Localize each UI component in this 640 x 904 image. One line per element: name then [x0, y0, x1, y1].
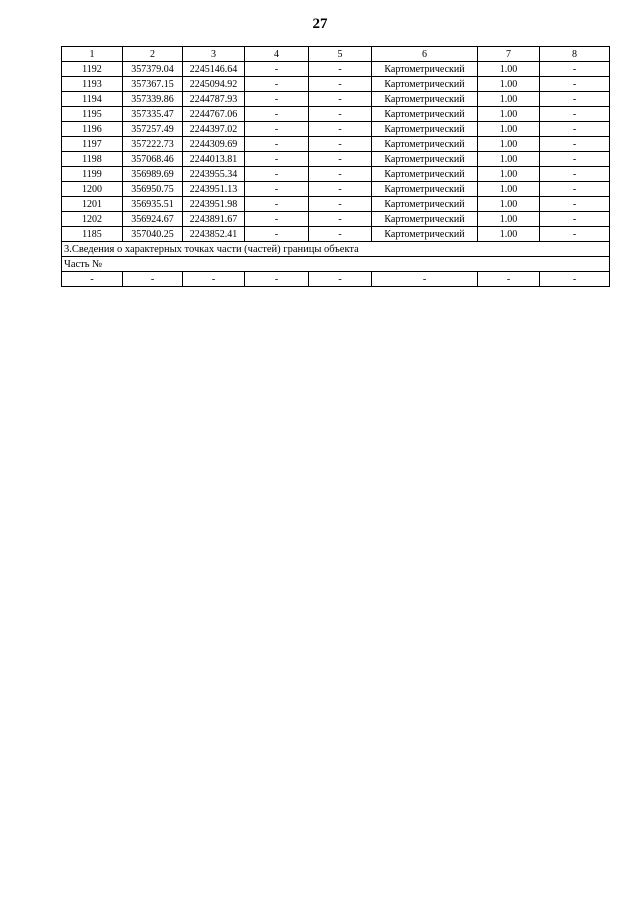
table-row — [62, 152, 610, 167]
x-coordinate-cell: 357335.47 — [123, 107, 183, 122]
point-number-cell: 1202 — [62, 212, 123, 227]
col8-cell: - — [540, 167, 610, 182]
x-coordinate-cell: 357257.49 — [123, 122, 183, 137]
col5-cell: - — [309, 77, 372, 92]
y-coordinate-cell: 2244309.69 — [183, 137, 245, 152]
col4-cell: - — [245, 92, 309, 107]
method-cell: Картометрический — [372, 227, 478, 242]
table-row — [62, 197, 610, 212]
part-label: Часть № — [62, 257, 610, 272]
y-coordinate-cell: 2245094.92 — [183, 77, 245, 92]
header-cell: 8 — [540, 47, 610, 62]
table-row — [62, 62, 610, 77]
col8-cell: - — [540, 212, 610, 227]
section-title-row — [62, 242, 610, 257]
accuracy-cell: 1.00 — [478, 167, 540, 182]
empty-cell: - — [540, 272, 610, 287]
header-cell: 6 — [372, 47, 478, 62]
y-coordinate-cell: 2243955.34 — [183, 167, 245, 182]
point-number-cell: 1200 — [62, 182, 123, 197]
accuracy-cell: 1.00 — [478, 107, 540, 122]
point-number-cell: 1195 — [62, 107, 123, 122]
header-cell: 5 — [309, 47, 372, 62]
y-coordinate-cell: 2243852.41 — [183, 227, 245, 242]
point-number-cell: 1196 — [62, 122, 123, 137]
table-row — [62, 92, 610, 107]
col4-cell: - — [245, 122, 309, 137]
col5-cell: - — [309, 137, 372, 152]
x-coordinate-cell: 357339.86 — [123, 92, 183, 107]
method-cell: Картометрический — [372, 107, 478, 122]
accuracy-cell: 1.00 — [478, 212, 540, 227]
y-coordinate-cell: 2244397.02 — [183, 122, 245, 137]
table-header-row — [62, 47, 610, 62]
accuracy-cell: 1.00 — [478, 122, 540, 137]
table-row — [62, 167, 610, 182]
col8-cell: - — [540, 107, 610, 122]
x-coordinate-cell: 357367.15 — [123, 77, 183, 92]
col4-cell: - — [245, 77, 309, 92]
method-cell: Картометрический — [372, 197, 478, 212]
x-coordinate-cell: 356950.75 — [123, 182, 183, 197]
col5-cell: - — [309, 182, 372, 197]
x-coordinate-cell: 357068.46 — [123, 152, 183, 167]
accuracy-cell: 1.00 — [478, 152, 540, 167]
y-coordinate-cell: 2243951.98 — [183, 197, 245, 212]
table-row — [62, 182, 610, 197]
empty-cell: - — [62, 272, 123, 287]
method-cell: Картометрический — [372, 77, 478, 92]
col5-cell: - — [309, 107, 372, 122]
col8-cell: - — [540, 92, 610, 107]
point-number-cell: 1194 — [62, 92, 123, 107]
table-row — [62, 137, 610, 152]
col5-cell: - — [309, 212, 372, 227]
col8-cell: - — [540, 77, 610, 92]
col4-cell: - — [245, 227, 309, 242]
y-coordinate-cell: 2244767.06 — [183, 107, 245, 122]
method-cell: Картометрический — [372, 212, 478, 227]
col5-cell: - — [309, 167, 372, 182]
page-number: 27 — [312, 16, 328, 32]
method-cell: Картометрический — [372, 92, 478, 107]
accuracy-cell: 1.00 — [478, 227, 540, 242]
empty-cell: - — [372, 272, 478, 287]
x-coordinate-cell: 357379.04 — [123, 62, 183, 77]
col8-cell: - — [540, 137, 610, 152]
point-number-cell: 1199 — [62, 167, 123, 182]
table-row — [62, 212, 610, 227]
empty-cell: - — [123, 272, 183, 287]
empty-cell: - — [309, 272, 372, 287]
col4-cell: - — [245, 197, 309, 212]
point-number-cell: 1192 — [62, 62, 123, 77]
table-row — [62, 77, 610, 92]
y-coordinate-cell: 2245146.64 — [183, 62, 245, 77]
accuracy-cell: 1.00 — [478, 137, 540, 152]
col4-cell: - — [245, 167, 309, 182]
col4-cell: - — [245, 182, 309, 197]
method-cell: Картометрический — [372, 137, 478, 152]
x-coordinate-cell: 356924.67 — [123, 212, 183, 227]
table-row — [62, 122, 610, 137]
empty-cell: - — [183, 272, 245, 287]
method-cell: Картометрический — [372, 122, 478, 137]
accuracy-cell: 1.00 — [478, 182, 540, 197]
header-cell: 4 — [245, 47, 309, 62]
method-cell: Картометрический — [372, 167, 478, 182]
header-cell: 7 — [478, 47, 540, 62]
accuracy-cell: 1.00 — [478, 62, 540, 77]
empty-cell: - — [245, 272, 309, 287]
table-row — [62, 227, 610, 242]
point-number-cell: 1193 — [62, 77, 123, 92]
col4-cell: - — [245, 152, 309, 167]
method-cell: Картометрический — [372, 182, 478, 197]
col8-cell: - — [540, 227, 610, 242]
method-cell: Картометрический — [372, 152, 478, 167]
point-number-cell: 1197 — [62, 137, 123, 152]
col5-cell: - — [309, 227, 372, 242]
col4-cell: - — [245, 137, 309, 152]
col5-cell: - — [309, 197, 372, 212]
col8-cell: - — [540, 122, 610, 137]
col5-cell: - — [309, 152, 372, 167]
y-coordinate-cell: 2243891.67 — [183, 212, 245, 227]
accuracy-cell: 1.00 — [478, 197, 540, 212]
header-cell: 1 — [62, 47, 123, 62]
coordinates-table — [61, 46, 610, 287]
col8-cell: - — [540, 152, 610, 167]
col5-cell: - — [309, 62, 372, 77]
table-body — [62, 47, 610, 287]
empty-cell: - — [478, 272, 540, 287]
col5-cell: - — [309, 122, 372, 137]
col5-cell: - — [309, 92, 372, 107]
empty-part-row — [62, 272, 610, 287]
x-coordinate-cell: 357040.25 — [123, 227, 183, 242]
col4-cell: - — [245, 107, 309, 122]
col8-cell: - — [540, 182, 610, 197]
col4-cell: - — [245, 62, 309, 77]
header-cell: 2 — [123, 47, 183, 62]
x-coordinate-cell: 356935.51 — [123, 197, 183, 212]
accuracy-cell: 1.00 — [478, 77, 540, 92]
x-coordinate-cell: 357222.73 — [123, 137, 183, 152]
point-number-cell: 1198 — [62, 152, 123, 167]
section-title: 3.Сведения о характерных точках части (частей) границы объекта — [62, 242, 610, 257]
point-number-cell: 1201 — [62, 197, 123, 212]
col4-cell: - — [245, 212, 309, 227]
x-coordinate-cell: 356989.69 — [123, 167, 183, 182]
method-cell: Картометрический — [372, 62, 478, 77]
col8-cell: - — [540, 62, 610, 77]
header-cell: 3 — [183, 47, 245, 62]
y-coordinate-cell: 2244787.93 — [183, 92, 245, 107]
col8-cell: - — [540, 197, 610, 212]
table-row — [62, 107, 610, 122]
y-coordinate-cell: 2243951.13 — [183, 182, 245, 197]
y-coordinate-cell: 2244013.81 — [183, 152, 245, 167]
part-label-row — [62, 257, 610, 272]
point-number-cell: 1185 — [62, 227, 123, 242]
accuracy-cell: 1.00 — [478, 92, 540, 107]
